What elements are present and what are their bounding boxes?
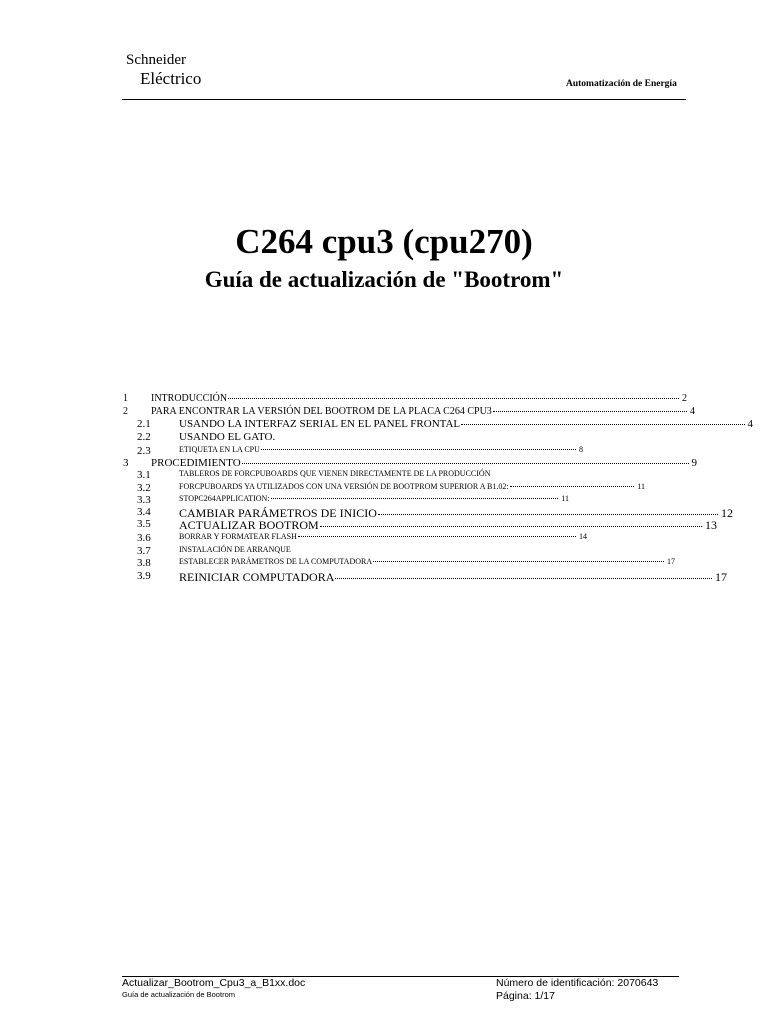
toc-title: FORCPUBOARDS YA UTILIZADOS CON UNA VERSIÓN DE BOOTPROM SUPERIOR A B1.02: — [179, 482, 509, 491]
toc-page-number: 17 — [667, 557, 675, 566]
toc-leader — [373, 561, 664, 562]
toc-leader — [378, 514, 718, 515]
toc-page-number: 2 — [682, 393, 687, 404]
toc-leader — [228, 398, 679, 399]
toc-leader — [271, 498, 559, 499]
toc-title: STOPC264APPLICATION: — [179, 494, 270, 503]
toc-leader — [510, 486, 635, 487]
toc-number: 3.5 — [137, 518, 151, 530]
toc-leader — [242, 463, 689, 464]
document-title: C264 cpu3 (cpu270) — [235, 222, 533, 261]
toc-page-number: 13 — [705, 518, 717, 532]
toc-number: 3.3 — [137, 494, 151, 506]
toc-title: ETIQUETA EN LA CPU — [179, 445, 260, 454]
toc-number: 1 — [123, 393, 128, 404]
brand-name-line1: Schneider — [126, 52, 186, 68]
toc-page-number: 4 — [747, 418, 753, 430]
toc-title: ACTUALIZAR BOOTROM — [179, 518, 319, 532]
division-label: Automatización de Energía — [566, 79, 677, 89]
toc-title: INTRODUCCIÓN — [151, 393, 228, 404]
toc-page-number: 14 — [579, 532, 587, 541]
toc-number: 3.1 — [137, 469, 151, 481]
toc-leader — [461, 424, 744, 425]
document-subtitle: Guía de actualización de "Bootrom" — [204, 267, 564, 292]
toc-title: PARA ENCONTRAR LA VERSIÓN DEL BOOTROM DE LA PLACA C264 CPU3 — [151, 406, 492, 417]
toc-page-number: 11 — [637, 482, 645, 491]
toc-leader — [261, 449, 576, 450]
header-divider — [122, 99, 686, 100]
toc-title: INSTALACIÓN DE ARRANQUE — [179, 545, 291, 554]
toc-title: USANDO EL GATO. — [179, 431, 276, 443]
toc-number: 2.2 — [137, 431, 151, 443]
footer-doc-subtitle: Guía de actualización de Bootrom — [122, 990, 235, 999]
toc-title: PROCEDIMIENTO — [151, 457, 241, 469]
toc-number: 2.1 — [137, 418, 151, 430]
toc-page-number: 11 — [561, 494, 569, 503]
toc-page-number: 4 — [690, 406, 695, 417]
toc-leader — [320, 526, 702, 527]
toc-number: 3.4 — [137, 506, 151, 518]
toc-page-number: 17 — [715, 570, 727, 584]
toc-number: 3.7 — [137, 545, 151, 557]
footer-filename: Actualizar_Bootrom_Cpu3_a_B1xx.doc — [122, 977, 306, 989]
toc-number: 3.2 — [137, 482, 151, 494]
toc-title: TABLEROS DE FORCPUBOARDS QUE VIENEN DIRECTAMENTE DE LA PRODUCCIÓN — [179, 469, 491, 478]
toc-leader — [298, 536, 576, 537]
toc-page-number: 12 — [721, 506, 733, 520]
toc-number: 3.9 — [137, 570, 151, 582]
toc-leader — [335, 578, 712, 579]
brand-name-line2: Eléctrico — [140, 69, 202, 88]
toc-number: 2.3 — [137, 445, 151, 457]
toc-page-number: 8 — [579, 445, 583, 454]
toc-title: REINICIAR COMPUTADORA — [179, 570, 335, 584]
toc-number: 3 — [123, 457, 129, 469]
toc-title: USANDO LA INTERFAZ SERIAL EN EL PANEL FRONTAL — [179, 418, 461, 430]
toc-title: BORRAR Y FORMATEAR FLASH — [179, 532, 297, 541]
toc-number: 3.8 — [137, 557, 151, 569]
toc-page-number: 9 — [691, 457, 697, 469]
footer-document-id: Número de identificación: 2070643 — [496, 977, 659, 989]
toc-title: ESTABLECER PARÁMETROS DE LA COMPUTADORA — [179, 557, 373, 566]
toc-number: 2 — [123, 406, 128, 417]
toc-leader — [493, 411, 687, 412]
toc-number: 3.6 — [137, 532, 151, 544]
toc-title: CAMBIAR PARÁMETROS DE INICIO — [179, 506, 377, 520]
footer-page-number: Página: 1/17 — [496, 990, 555, 1002]
